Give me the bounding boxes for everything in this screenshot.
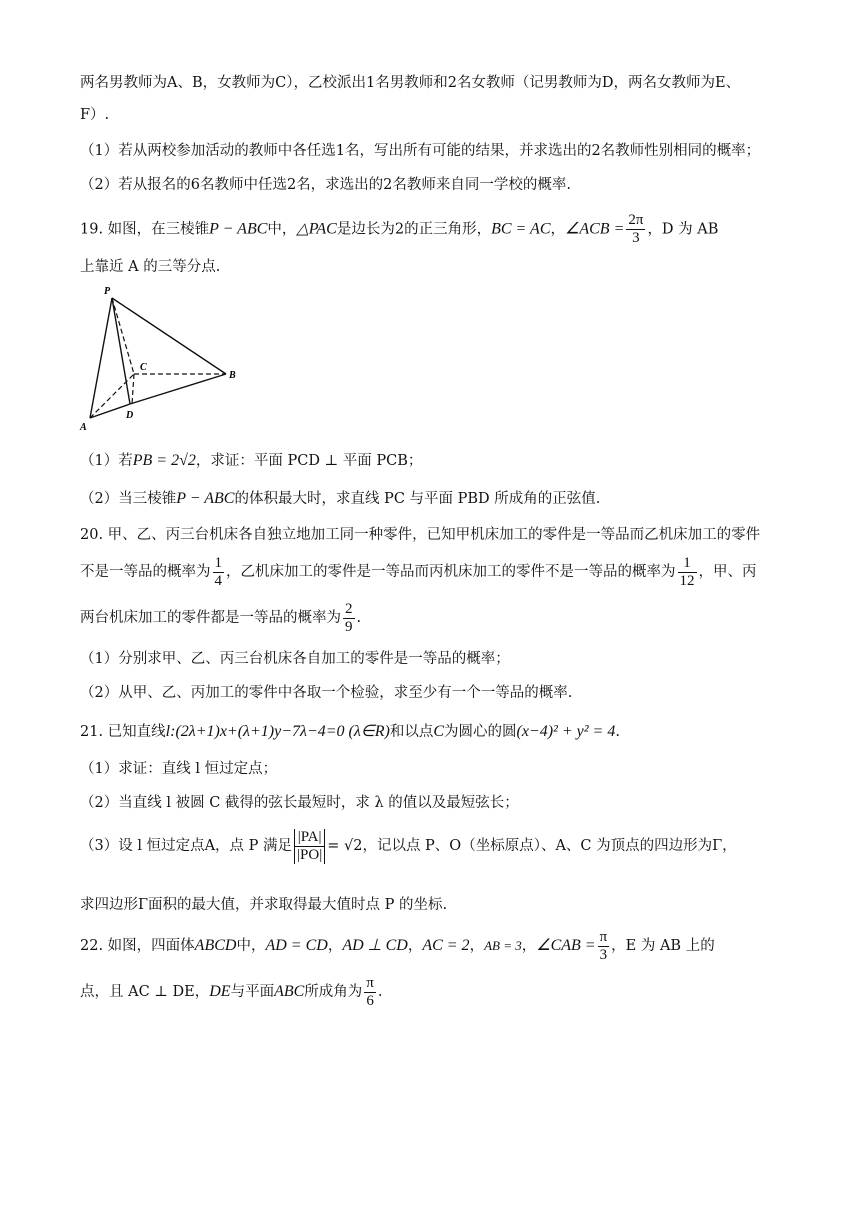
p18-q2: （2）若从报名的6名教师中任选2名，求选出的2名教师来自同一学校的概率. xyxy=(80,177,572,193)
label-P: P xyxy=(104,286,111,297)
p21-q1: （1）求证：直线 l 恒过定点； xyxy=(80,761,278,777)
p19-stem: 19. 如图，在三棱锥P − ABC中，△PAC是边长为2的正三角形，BC = AC，∠ACB = $\frac{2\pi}{3}$ ，D 为 AB xyxy=(80,212,719,246)
label-B: B xyxy=(229,370,236,381)
p21-q3-line2: 求四边形Γ面积的最大值，并求取得最大值时点 P 的坐标. xyxy=(80,897,448,913)
p21-q2: （2）当直线 l 被圆 C 截得的弦长最短时，求 λ 的值以及最短弦长； xyxy=(80,795,519,811)
p20-line1: 20. 甲、乙、丙三台机床各自独立地加工同一种零件，已知甲机床加工的零件是一等品而乙机床加工的零件 xyxy=(80,527,761,543)
p19-q2: （2）当三棱锥P − ABC的体积最大时，求直线 PC 与平面 PBD 所成角的正弦值. xyxy=(80,490,601,507)
p22-stem: 22. 如图，四面体ABCD中，AD = CD，AD ⊥ CD，AC = 2，AB = 3，∠CAB = $\frac{\pi}{3}$ ，E 为 AB 上的 xyxy=(80,928,715,963)
p19-q1: （1）若PB = 2√2，求证：平面 PCD ⊥ 平面 PCB； xyxy=(80,452,423,469)
p20-line3: 两台机床加工的零件都是一等品的概率为 $\frac{2}{9}$ . xyxy=(80,600,362,635)
p20-q2: （2）从甲、乙、丙加工的零件中各取一个检验，求至少有一个一等品的概率. xyxy=(80,685,573,701)
p21-stem: 21. 已知直线l:(2λ+1)x+(λ+1)y−7λ−4=0 (λ∈R)和以点C为圆心的圆(x−4)² + y² = 4. xyxy=(80,723,620,740)
p18-q1: （1）若从两校参加活动的教师中各任选1名，写出所有可能的结果，并求选出的2名教师性别相同的概率； xyxy=(80,143,761,159)
p18-line2: F）. xyxy=(80,107,110,123)
fraction-2pi-3: $\frac{2\pi}{3}$ xyxy=(628,212,644,246)
label-A: A xyxy=(80,422,87,433)
p21-q3: （3）设 l 恒过定点A，点 P 满足 $\frac{|PA|}{|PO|}$ = √2，记以点 P、O（坐标原点）、A、C 为顶点的四边形为Γ， xyxy=(80,828,737,863)
p18-line1: 两名男教师为A、B，女教师为C），乙校派出1名男教师和2名女教师（记男教师为D，两名女教师为E、 xyxy=(80,75,741,91)
p19-line2: 上靠近 A 的三等分点. xyxy=(80,259,221,275)
tetrahedron-figure xyxy=(76,284,246,434)
p20-q1: （1）分别求甲、乙、丙三台机床各自加工的零件是一等品的概率； xyxy=(80,651,510,667)
label-C: C xyxy=(140,362,147,373)
p22-line2: 点，且 AC ⊥ DE，DE与平面ABC所成角为 $\frac{\pi}{6}$ . xyxy=(80,974,383,1009)
label-D: D xyxy=(126,410,134,421)
p20-line2: 不是一等品的概率为 $\frac{1}{4}$ ，乙机床加工的零件是一等品而丙机床加工的零件不是一等品的概率为 $\frac{1}{12}$ ，甲、丙 xyxy=(80,554,757,589)
